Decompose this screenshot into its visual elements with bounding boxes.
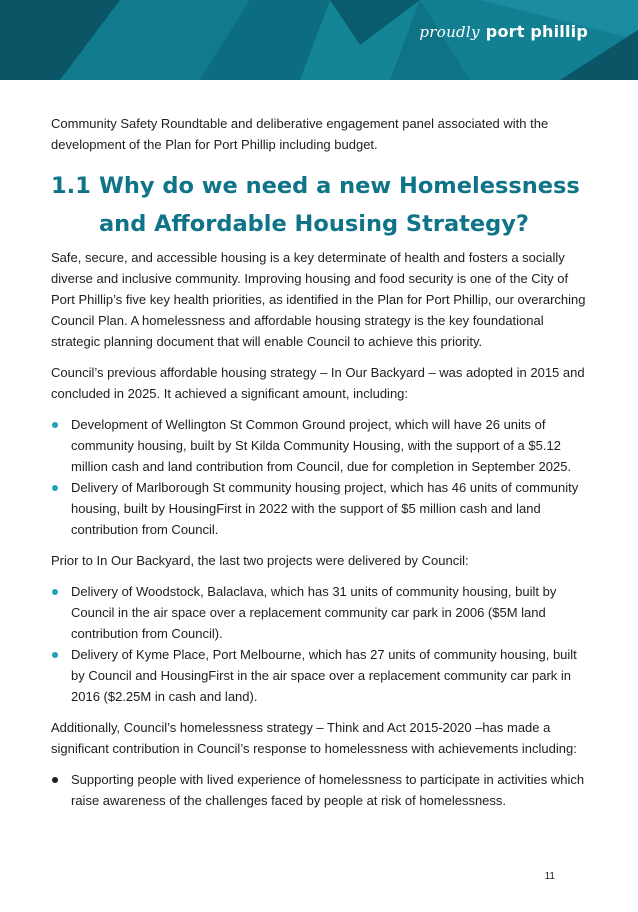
intro-paragraph: Community Safety Roundtable and deliberative engagement panel associated with the development of the Plan for Port Phillip including budget. — [51, 116, 549, 152]
paragraph-homelessness-strategy: Additionally, Council’s homelessness strategy – Think and Act 2015-2020 –has made a significant contribution in Council’s response to homelessness with achievements including: — [51, 720, 577, 756]
list-item-text: Supporting people with lived experience of homelessness to participate in activities which raise awareness of the challenges faced by people at risk of homelessness. — [71, 772, 585, 808]
page-number: 11 — [544, 871, 555, 882]
list-item-text: Development of Wellington St Common Ground project, which will have 26 units of community housing, built by St Kilda Community Housing, with the support of a $5.12 million cash and land contribution from Council, due for completion in September 2025. — [71, 417, 572, 474]
bullet-icon — [52, 777, 58, 783]
list-item — [51, 581, 591, 644]
section-number: 1.1 — [51, 173, 91, 199]
logo-name-text: port phillip — [485, 22, 588, 41]
homelessness-achievements-list — [51, 769, 591, 811]
bullet-icon — [52, 485, 58, 491]
bullet-icon — [52, 589, 58, 595]
paragraph-housing-priority: Safe, secure, and accessible housing is a key determinate of health and fosters a socially diverse and inclusive community. Improving housing and food security is one of the City of Port Phillip’s five key health priorities, as identified in the Plan for Port Phillip, our overarching Council Plan. A homelessness and affordable housing strategy is the key foundational strategic planning document that will enable Council to achieve this priority. — [51, 250, 586, 349]
list-item — [51, 769, 591, 811]
logo-script-text: proudly — [419, 23, 480, 41]
section-title: Why do we need a new Homelessness and Affordable Housing Strategy? — [99, 173, 580, 237]
bullet-icon — [52, 652, 58, 658]
council-projects-list — [51, 581, 591, 707]
list-item — [51, 414, 591, 477]
list-item — [51, 644, 591, 707]
paragraph-prior-projects: Prior to In Our Backyard, the last two projects were delivered by Council: — [51, 553, 469, 568]
backyard-achievements-list — [51, 414, 591, 540]
section-heading — [51, 167, 591, 243]
list-item-text: Delivery of Marlborough St community housing project, which has 46 units of community housing, built by HousingFirst in 2022 with the support of $5 million cash and land contribution from Council. — [71, 480, 579, 537]
list-item-text: Delivery of Woodstock, Balaclava, which has 31 units of community housing, built by Council in the air space over a replacement community car park in 2006 ($5M land contribution from Council). — [71, 584, 557, 641]
list-item — [51, 477, 591, 540]
document-body — [51, 113, 591, 821]
list-item-text: Delivery of Kyme Place, Port Melbourne, which has 27 units of community housing, built by Council and HousingFirst in the air space over a replacement community car park in 2016 ($2.25M in cash and land). — [71, 647, 577, 704]
header-banner — [0, 0, 638, 80]
paragraph-in-our-backyard: Council’s previous affordable housing strategy – In Our Backyard – was adopted in 2015 and concluded in 2025. It achieved a significant amount, including: — [51, 365, 585, 401]
proudly-port-phillip-logo — [419, 22, 588, 41]
bullet-icon — [52, 422, 58, 428]
